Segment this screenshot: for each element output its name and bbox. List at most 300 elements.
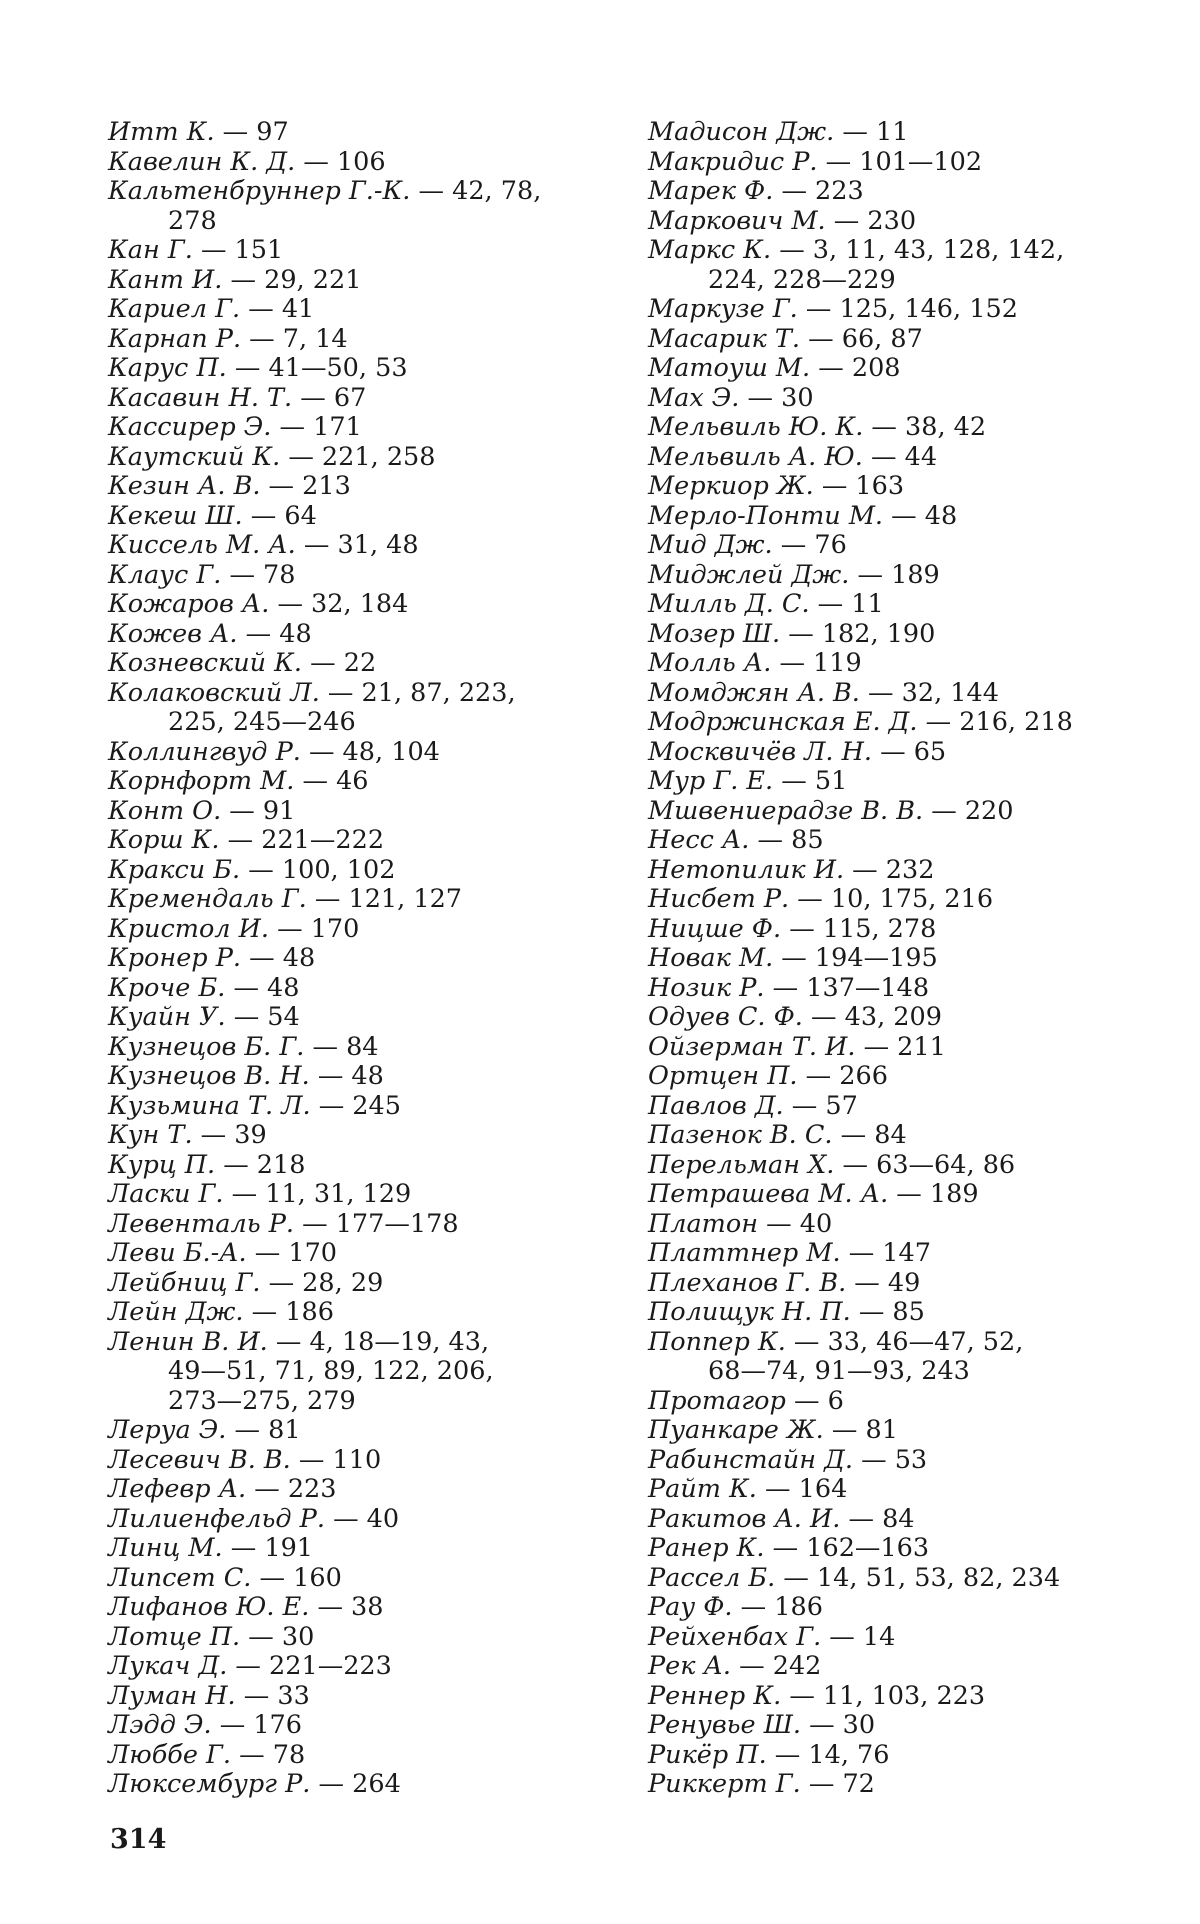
index-entry-name: Куайн У.	[108, 1002, 226, 1032]
index-entry-pages: — 223	[781, 176, 864, 206]
index-entry	[648, 797, 1128, 827]
index-entry-line	[648, 797, 1128, 827]
index-entry	[648, 1387, 1128, 1417]
index-entry-pages: — 189	[857, 559, 940, 590]
index-entry	[648, 177, 1128, 207]
index-entry-line	[648, 354, 1128, 384]
index-entry-line	[648, 443, 1128, 473]
index-entry	[108, 974, 588, 1004]
index-entry	[648, 236, 1128, 295]
index-entry-pages: — 6	[793, 1385, 844, 1416]
index-entry	[108, 531, 588, 561]
index-entry-pages: — 64	[250, 500, 317, 531]
index-column-right	[648, 118, 1128, 1800]
index-entry-name: Мельвиль Ю. К.	[648, 412, 864, 442]
index-entry-line	[108, 885, 588, 915]
index-entry	[108, 649, 588, 679]
index-entry	[108, 1062, 588, 1092]
index-entry-name: Итт К.	[108, 117, 215, 147]
index-entry-pages: — 177—178	[302, 1208, 459, 1239]
index-entry-line	[648, 1446, 1128, 1476]
index-entry-name: Кекеш Ш.	[108, 500, 243, 531]
index-entry-pages: — 48	[245, 618, 312, 649]
index-entry-pages: — 223	[254, 1474, 337, 1504]
index-entry	[648, 384, 1128, 414]
index-entry-name: Колаковский Л.	[108, 677, 320, 708]
index-entry-line	[648, 148, 1128, 178]
index-entry-pages: — 220	[931, 795, 1014, 826]
index-entry	[108, 472, 588, 502]
index-entry-pages: — 216, 218	[925, 707, 1073, 737]
index-entry	[108, 354, 588, 384]
index-entry-pages: — 264	[318, 1769, 401, 1799]
index-entry-name: Ласки Г.	[108, 1179, 224, 1209]
index-entry-pages: — 7, 14	[249, 323, 348, 354]
index-entry-name: Ойзерман Т. И.	[648, 1031, 856, 1062]
index-entry-line	[108, 1003, 588, 1033]
index-entry	[108, 1121, 588, 1151]
index-entry-continuation	[108, 708, 588, 738]
index-entry-pages: — 147	[848, 1238, 931, 1268]
index-entry-pages: — 101—102	[825, 146, 983, 177]
index-entry	[108, 561, 588, 591]
index-entry-line	[108, 1534, 588, 1564]
index-entry-pages: — 21, 87, 223,	[327, 677, 516, 708]
index-entry-name: Карнап Р.	[108, 323, 242, 354]
index-entry-name: Леви Б.-А.	[108, 1238, 247, 1268]
index-entry-line	[648, 1328, 1128, 1358]
index-entry	[108, 384, 588, 414]
index-entry-line	[108, 1446, 588, 1476]
index-entry-name: Кассирер Э.	[108, 412, 272, 442]
index-entry	[648, 443, 1128, 473]
index-entry-continuation	[648, 266, 1128, 296]
index-entry-line	[108, 738, 588, 768]
index-entry	[648, 974, 1128, 1004]
index-entry	[108, 1298, 588, 1328]
index-entry	[648, 1003, 1128, 1033]
index-entry-pages: — 84	[312, 1031, 379, 1062]
index-entry-name: Рабинстайн Д.	[648, 1444, 853, 1475]
index-entry	[108, 325, 588, 355]
index-entry-pages: — 176	[219, 1710, 302, 1740]
index-entry	[108, 118, 588, 148]
index-entry-name: Нисбет Р.	[648, 884, 790, 914]
index-entry-line	[648, 1239, 1128, 1269]
index-entry-name: Курц П.	[108, 1149, 216, 1180]
index-entry-pages: — 162—163	[772, 1533, 930, 1563]
index-entry-name: Платтнер М.	[648, 1238, 841, 1268]
index-entry-line	[648, 295, 1128, 325]
index-entry-name: Несс А.	[648, 825, 750, 855]
index-entry-line	[108, 1180, 588, 1210]
index-entry-name: Лифанов Ю. Е.	[108, 1592, 310, 1622]
index-entry-line	[648, 885, 1128, 915]
index-entry	[108, 443, 588, 473]
index-entry-name: Рассел Б.	[648, 1562, 776, 1593]
index-entry-line	[108, 443, 588, 473]
index-entry-line	[648, 1475, 1128, 1505]
index-entry	[108, 413, 588, 443]
index-entry-name: Кан Г.	[108, 235, 193, 265]
index-entry-pages: — 137—148	[772, 972, 930, 1003]
index-entry-line	[108, 148, 588, 178]
index-entry	[108, 738, 588, 768]
index-entry-name: Кавелин К. Д.	[108, 146, 296, 177]
index-entry	[648, 1328, 1128, 1387]
index-entry-line	[108, 826, 588, 856]
index-entry	[108, 148, 588, 178]
index-entry	[648, 1062, 1128, 1092]
index-entry	[108, 679, 588, 738]
index-entry	[648, 472, 1128, 502]
index-entry	[648, 1151, 1128, 1181]
index-entry	[648, 325, 1128, 355]
index-entry-pages: — 53	[861, 1444, 928, 1475]
index-entry-line	[108, 915, 588, 945]
index-entry-name: Кремендаль Г.	[108, 884, 307, 914]
index-entry-name: Реннер К.	[648, 1680, 782, 1711]
index-entry-pages: — 218	[223, 1149, 306, 1180]
index-entry-line	[108, 1711, 588, 1741]
index-entry	[648, 1298, 1128, 1328]
index-entry	[648, 118, 1128, 148]
index-entry-name: Лэдд Э.	[108, 1710, 212, 1740]
index-entry-line	[108, 236, 588, 266]
index-entry-name: Мур Г. Е.	[648, 766, 774, 796]
index-entry-pages: — 38, 42	[871, 412, 987, 442]
index-entry-pages: — 44	[870, 441, 938, 472]
index-entry-pages: — 221—223	[235, 1651, 392, 1681]
index-entry-name: Мид Дж.	[648, 530, 773, 560]
index-entry	[648, 620, 1128, 650]
index-entry-pages: — 81	[831, 1415, 898, 1445]
index-entry-line	[648, 207, 1128, 237]
index-entry-name: Москвичёв Л. Н.	[648, 736, 872, 767]
index-entry	[648, 413, 1128, 443]
index-entry-line	[108, 649, 588, 679]
index-entry	[108, 1239, 588, 1269]
index-entry-pages: — 85	[858, 1297, 925, 1327]
index-entry-name: Одуев С. Ф.	[648, 1002, 803, 1032]
index-entry-pages: — 211	[863, 1031, 946, 1062]
index-entry-continuation	[108, 1357, 588, 1387]
index-entry-pages: — 171	[279, 412, 362, 442]
index-entry-pages: — 40	[766, 1208, 833, 1239]
index-entry-line	[648, 1652, 1128, 1682]
index-entry-pages: — 119	[779, 648, 862, 678]
index-entry-line	[648, 384, 1128, 414]
index-entry-pages: — 76	[780, 530, 847, 560]
index-entry	[648, 1092, 1128, 1122]
index-entry-pages: — 22	[310, 648, 377, 678]
index-entry-name: Нозик Р.	[648, 972, 765, 1003]
index-entry	[108, 915, 588, 945]
index-entry	[108, 797, 588, 827]
index-entry-line	[108, 679, 588, 709]
index-entry	[648, 1121, 1128, 1151]
index-entry-name: Каутский К.	[108, 441, 281, 472]
index-entry-line	[108, 1682, 588, 1712]
index-entry-pages: — 48	[233, 972, 300, 1003]
index-entry	[648, 1682, 1128, 1712]
index-entry-line	[108, 1475, 588, 1505]
index-entry-line	[648, 472, 1128, 502]
index-entry-name: Кронер Р.	[108, 943, 241, 973]
index-entry-pages: — 66, 87	[808, 323, 923, 354]
index-entry-line	[648, 561, 1128, 591]
index-entry-pages: — 14	[829, 1621, 896, 1652]
index-entry-pages: — 84	[840, 1120, 907, 1150]
index-entry-name: Касавин Н. Т.	[108, 382, 293, 413]
index-entry-name: Макридис Р.	[648, 146, 818, 177]
index-entry	[108, 1534, 588, 1564]
index-entry-pages: — 125, 146, 152	[805, 294, 1018, 324]
index-entry-pages: — 11, 103, 223	[789, 1680, 986, 1711]
index-entry-pages: — 29, 221	[230, 264, 362, 295]
index-entry-line	[648, 944, 1128, 974]
index-entry-line	[648, 1062, 1128, 1092]
index-entry-line	[108, 354, 588, 384]
index-entry	[108, 1092, 588, 1122]
index-entry-name: Кариел Г.	[108, 294, 241, 324]
index-entry-pages: — 48	[891, 500, 958, 531]
index-entry-line	[648, 1210, 1128, 1240]
index-entry-pages: — 85	[757, 825, 824, 855]
index-entry-line	[648, 1741, 1128, 1771]
index-entry-name: Луман Н.	[108, 1680, 236, 1711]
index-entry	[648, 649, 1128, 679]
index-entry-pages: — 164	[765, 1474, 848, 1504]
index-entry	[108, 236, 588, 266]
index-entry	[648, 1239, 1128, 1269]
index-entry-line	[108, 413, 588, 443]
index-entry-line	[108, 472, 588, 502]
index-entry-pages: — 170	[277, 913, 360, 944]
index-entry-pages: — 78	[229, 559, 296, 590]
index-entry-name: Миджлей Дж.	[648, 559, 850, 590]
index-entry-continuation	[648, 1357, 1128, 1387]
index-entry-name: Кальтенбруннер Г.-К.	[108, 176, 411, 206]
index-entry	[648, 1593, 1128, 1623]
index-entry-pages: — 230	[833, 205, 917, 236]
index-entry	[648, 354, 1128, 384]
index-entry-pages: — 48	[317, 1061, 384, 1091]
index-entry-name: Липсет С.	[108, 1562, 252, 1593]
index-entry-pages: — 31, 48	[303, 530, 419, 560]
index-entry-name: Мшвениерадзе В. В.	[648, 795, 924, 826]
index-entry-pages: — 97	[222, 117, 289, 147]
index-entry-line	[108, 590, 588, 620]
index-entry	[648, 1711, 1128, 1741]
index-entry-pages: — 182, 190	[788, 618, 936, 649]
index-entry-line	[648, 118, 1128, 148]
index-entry	[108, 1180, 588, 1210]
index-entry-name: Маркс К.	[648, 235, 772, 265]
index-entry-line	[648, 1682, 1128, 1712]
index-entry	[648, 207, 1128, 237]
index-entry-line	[648, 679, 1128, 709]
index-entry	[648, 708, 1128, 738]
index-entry-name: Лесевич В. В.	[108, 1444, 291, 1475]
index-entry-line	[108, 1151, 588, 1181]
index-entry	[108, 1210, 588, 1240]
index-entry-line	[108, 561, 588, 591]
index-entry	[108, 1151, 588, 1181]
index-entry-name: Клаус Г.	[108, 559, 222, 590]
index-entry-name: Рек А.	[648, 1651, 731, 1681]
index-entry-line	[108, 1269, 588, 1299]
index-entry-line	[108, 1741, 588, 1771]
index-entry	[108, 885, 588, 915]
index-entry-pages: — 57	[791, 1090, 858, 1121]
index-entry-name: Поппер К.	[648, 1326, 786, 1357]
index-entry-line	[648, 177, 1128, 207]
index-entry-pages: 278	[168, 205, 217, 236]
index-entry	[108, 266, 588, 296]
index-entry	[108, 620, 588, 650]
index-entry	[648, 915, 1128, 945]
index-entry-name: Матоуш М.	[648, 353, 811, 383]
index-entry	[648, 1741, 1128, 1771]
index-entry-name: Мерло-Понти М.	[648, 500, 884, 531]
index-entry-pages: — 4, 18—19, 43,	[275, 1326, 490, 1357]
index-entry-name: Ортцен П.	[648, 1061, 798, 1091]
index-entry-line	[648, 826, 1128, 856]
index-entry	[648, 531, 1128, 561]
index-entry-pages: — 208	[818, 353, 901, 383]
index-entry-pages: — 72	[808, 1769, 875, 1799]
index-entry	[648, 1269, 1128, 1299]
index-entry-pages: — 14, 51, 53, 82, 234	[783, 1562, 1061, 1593]
index-entry-line	[648, 974, 1128, 1004]
index-entry	[108, 502, 588, 532]
index-entry-pages: — 48	[249, 943, 316, 973]
index-entry-line	[108, 1505, 588, 1535]
index-entry	[108, 1652, 588, 1682]
index-entry-line	[648, 1623, 1128, 1653]
index-entry	[108, 1770, 588, 1800]
index-entry	[648, 295, 1128, 325]
index-entry-name: Ренувье Ш.	[648, 1710, 801, 1740]
index-entry-name: Райт К.	[648, 1474, 757, 1504]
index-entry-line	[648, 236, 1128, 266]
index-entry-name: Кристол И.	[108, 913, 269, 944]
index-entry-pages: — 160	[259, 1562, 342, 1593]
index-entry-line	[648, 1151, 1128, 1181]
index-entry-name: Меркиор Ж.	[648, 471, 814, 501]
index-entry-line	[108, 531, 588, 561]
index-entry-name: Кожаров А.	[108, 589, 270, 619]
index-entry	[648, 679, 1128, 709]
index-entry-line	[108, 1416, 588, 1446]
index-entry-pages: — 3, 11, 43, 128, 142,	[779, 235, 1065, 265]
index-entry-name: Петрашева М. А.	[648, 1179, 889, 1209]
index-entry	[108, 944, 588, 974]
index-entry-line	[108, 1770, 588, 1800]
index-entry	[648, 1446, 1128, 1476]
index-entry-line	[108, 295, 588, 325]
index-entry-pages: — 11	[842, 117, 909, 147]
index-entry-pages: — 32, 184	[277, 589, 409, 619]
index-entry-name: Плеханов Г. В.	[648, 1267, 847, 1298]
index-entry-name: Люксембург Р.	[108, 1769, 311, 1799]
index-entry-pages: — 43, 209	[811, 1002, 942, 1032]
index-entry-name: Лилиенфельд Р.	[108, 1503, 325, 1534]
index-entry-name: Риккерт Г.	[648, 1769, 801, 1799]
index-entry-line	[108, 1062, 588, 1092]
index-entry-pages: — 33, 46—47, 52,	[793, 1326, 1024, 1357]
index-entry-pages: — 115, 278	[789, 913, 937, 944]
index-entry-line	[648, 1534, 1128, 1564]
index-entry	[108, 1564, 588, 1594]
index-entry-pages: — 78	[239, 1739, 306, 1770]
index-entry-name: Рикёр П.	[648, 1739, 767, 1770]
index-entry	[108, 826, 588, 856]
index-entry-pages: — 213	[268, 471, 351, 501]
index-entry	[108, 1711, 588, 1741]
index-entry	[108, 1416, 588, 1446]
index-entry	[108, 1269, 588, 1299]
index-entry-line	[108, 974, 588, 1004]
index-entry-line	[648, 1564, 1128, 1594]
index-entry-line	[648, 1298, 1128, 1328]
index-entry	[648, 148, 1128, 178]
index-entry-line	[648, 1387, 1128, 1417]
index-entry-pages: 224, 228—229	[708, 264, 896, 295]
index-entry-pages: — 186	[251, 1297, 334, 1327]
index-entry-line	[648, 1711, 1128, 1741]
index-entry-line	[108, 266, 588, 296]
index-entry	[108, 295, 588, 325]
index-entry-pages: — 194—195	[781, 943, 938, 973]
index-entry-line	[108, 1092, 588, 1122]
index-entry-pages: — 189	[896, 1179, 979, 1209]
index-entry-name: Новак М.	[648, 943, 774, 973]
index-entry-line	[108, 1121, 588, 1151]
index-entry	[108, 856, 588, 886]
index-entry-name: Киссель М. А.	[108, 530, 296, 560]
index-entry-pages: — 51	[781, 766, 848, 796]
index-entry	[108, 1623, 588, 1653]
index-entry	[648, 1210, 1128, 1240]
index-entry-line	[648, 1033, 1128, 1063]
index-entry	[108, 1741, 588, 1771]
index-entry-pages: — 30	[248, 1621, 315, 1652]
index-entry-pages: — 10, 175, 216	[797, 884, 994, 914]
index-entry-pages: — 81	[234, 1415, 301, 1445]
index-entry-pages: 273—275, 279	[168, 1385, 356, 1416]
index-entry-line	[648, 531, 1128, 561]
index-entry-line	[648, 1416, 1128, 1446]
index-entry-name: Рау Ф.	[648, 1592, 733, 1622]
index-entry-name: Протагор	[648, 1385, 786, 1416]
index-entry-line	[108, 767, 588, 797]
index-entry-line	[108, 502, 588, 532]
index-entry-pages: — 49	[854, 1267, 921, 1298]
index-entry-name: Павлов Д.	[648, 1090, 784, 1121]
index-entry	[108, 1475, 588, 1505]
index-entry-pages: — 46	[302, 766, 369, 796]
index-entry-pages: — 110	[298, 1444, 382, 1475]
index-entry	[648, 1505, 1128, 1535]
index-entry-pages: — 48, 104	[308, 736, 440, 767]
index-entry	[648, 738, 1128, 768]
index-entry	[108, 1593, 588, 1623]
index-entry-line	[648, 767, 1128, 797]
index-entry	[648, 856, 1128, 886]
index-entry	[648, 1652, 1128, 1682]
